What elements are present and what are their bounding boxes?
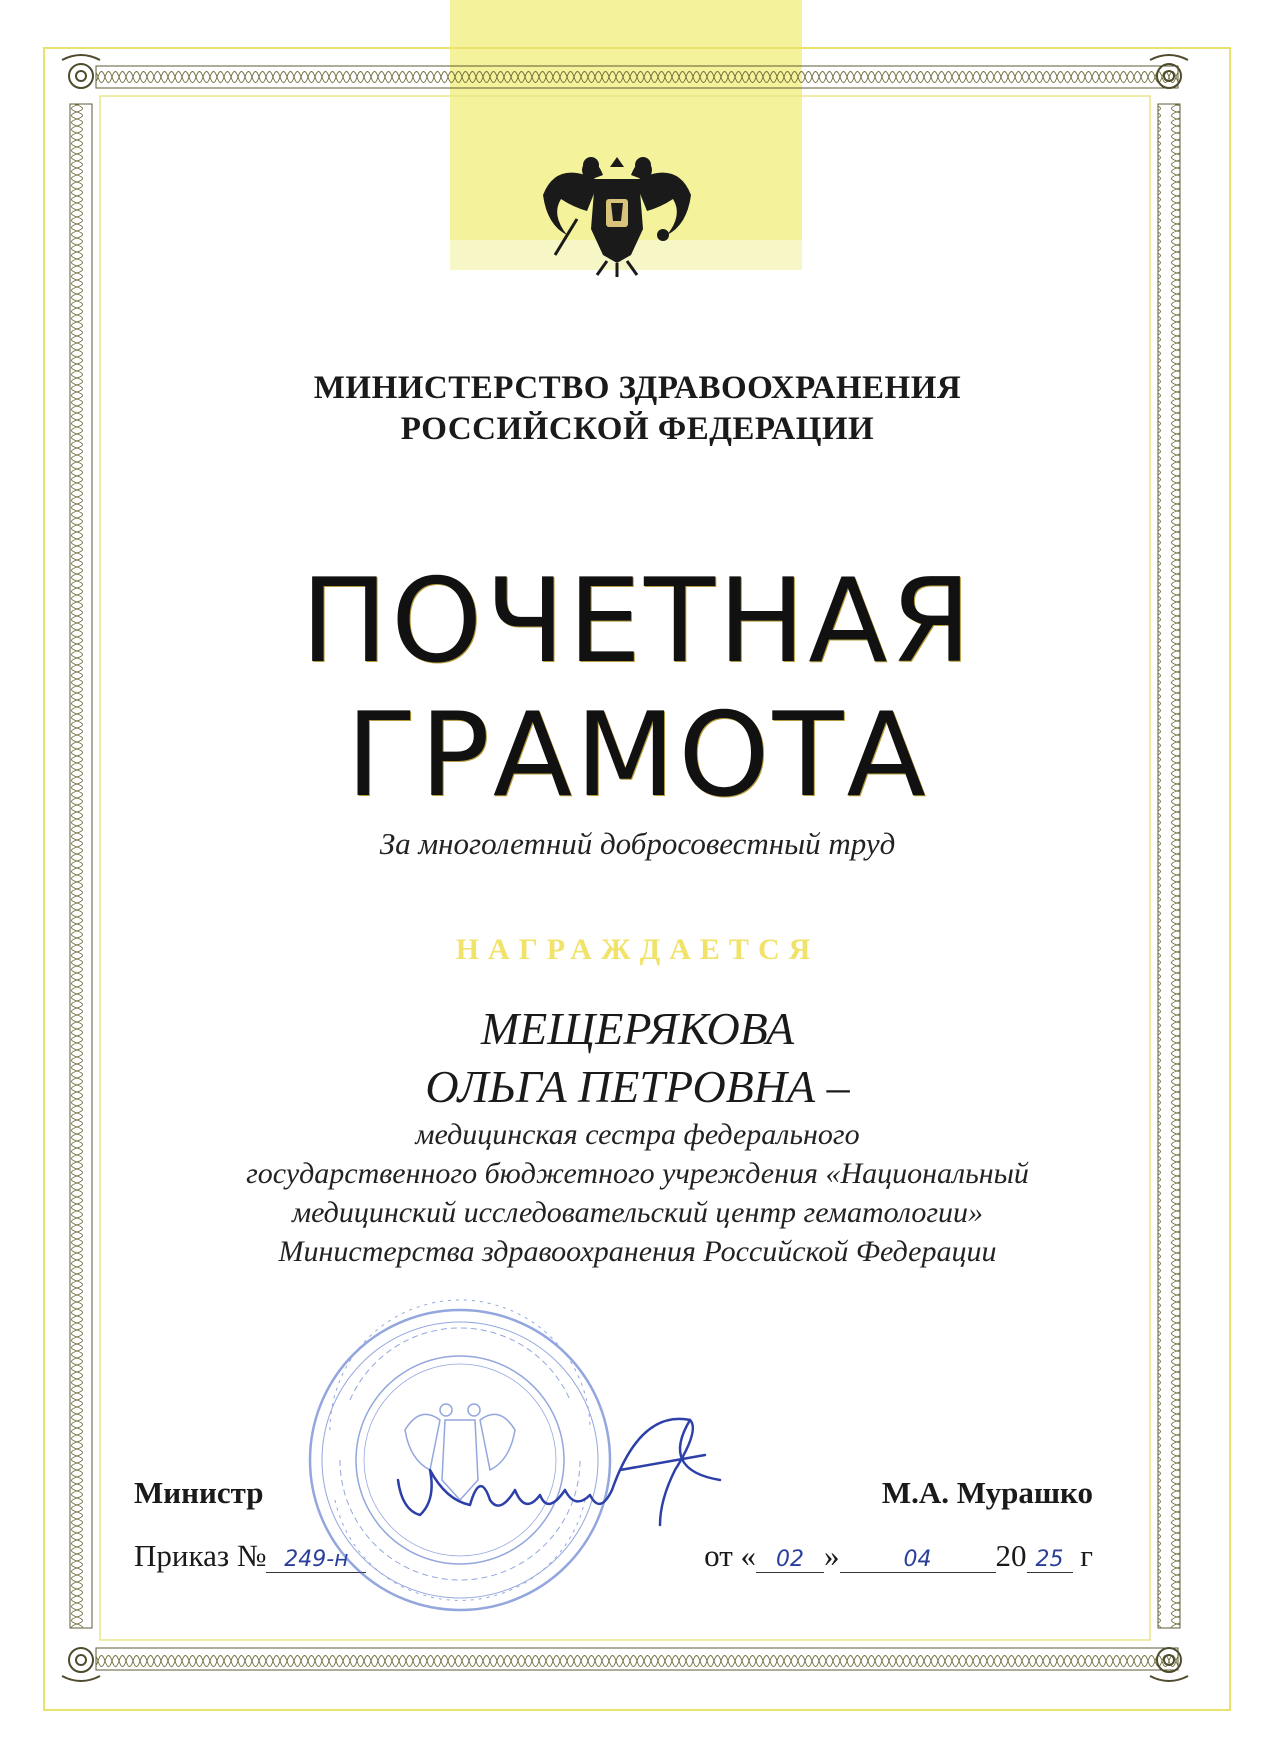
order-number: 249-н (266, 1547, 366, 1573)
award-motto: За многолетний добросовестный труд (379, 826, 896, 861)
ministry-line-2: РОССИЙСКОЙ ФЕДЕРАЦИИ (400, 411, 875, 447)
certificate-title (0, 555, 1275, 823)
year-prefix: 20 (995, 1538, 1027, 1573)
title-line-1: ПОЧЕТНАЯ (300, 554, 975, 689)
recipient-name-patronymic: ОЛЬГА ПЕТРОВНА – (425, 1061, 850, 1112)
description-line-1: медицинская сестра федерального (415, 1118, 860, 1151)
description-line-2: государственного бюджетного учреждения «Национальный (246, 1157, 1029, 1190)
recipient-description (0, 1115, 1275, 1271)
corner-ornament-bottom-left (62, 1648, 100, 1681)
order-year-suffix: 25 (1027, 1547, 1073, 1573)
date-prefix: от « (704, 1538, 757, 1573)
date-day-close: » (824, 1538, 840, 1573)
description-line-4: Министерства здравоохранения Российской Федерации (278, 1235, 997, 1268)
ministry-name (0, 368, 1275, 450)
order-day: 02 (756, 1547, 824, 1573)
order-number-row (134, 1538, 366, 1574)
recipient-name (0, 1000, 1275, 1116)
order-label: Приказ № (134, 1538, 267, 1573)
awarded-label: НАГРАЖДАЕТСЯ (455, 933, 820, 966)
minister-position: Министр (134, 1475, 264, 1510)
corner-ornament-top-left (62, 55, 100, 88)
order-month: 04 (840, 1547, 996, 1573)
title-line-2: ГРАМОТА (346, 688, 929, 823)
description-line-3: медицинский исследовательский центр гематологии» (291, 1196, 984, 1229)
order-date-row (704, 1538, 1093, 1574)
year-unit: г (1072, 1538, 1093, 1573)
recipient-surname: МЕЩЕРЯКОВА (480, 1003, 795, 1054)
ministry-line-1: МИНИСТЕРСТВО ЗДРАВООХРАНЕНИЯ (313, 370, 962, 406)
minister-name: М.А. Мурашко (881, 1475, 1093, 1510)
